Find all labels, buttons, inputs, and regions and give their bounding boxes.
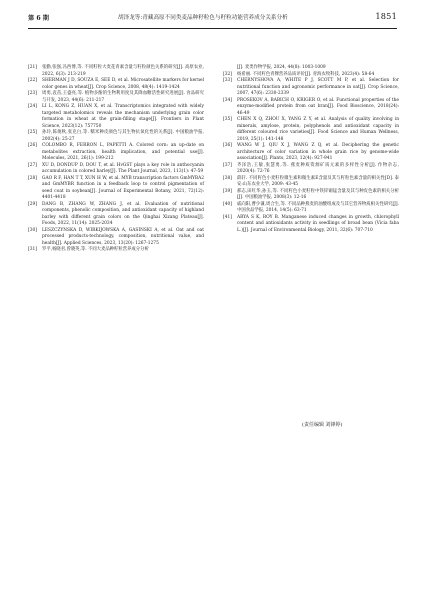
reference-number: [35] — [223, 117, 232, 122]
reference-text: PROSEKOV A, BABICH O, KRIGER O, et al. Functional properties of the enzyme-modified protein from oat bran[J]. Food Bioscience, 2018(24): 46-49 — [237, 97, 399, 116]
reference-entry — [28, 228, 204, 248]
issue-label: 第 6 期 — [28, 15, 49, 22]
reference-number: [39] — [223, 188, 232, 194]
reference-number: [41] — [223, 214, 232, 220]
reference-number: [28] — [28, 175, 37, 181]
reference-text: 杨希丽. 不同籽色青稞营养品质评价[J]. 青海农牧科技, 2023(4): 58-64 — [237, 71, 375, 77]
reference-text: 张勤,张强,冯西博,等. 不同籽粒大麦花青素含量与籽粒颜色关系的研究[J]. 高原农业, 2022, 6(3): 213-219 — [42, 65, 204, 77]
reference-text: XU D, DONDUP D, DOU T, et al. HvGST plays a key role in anthocyanin accumulation in colored barley[J]. The Plant Journal, 2023, 113(1): 47-59 — [42, 162, 204, 174]
reference-number: [27] — [28, 162, 37, 168]
reference-text: GAO R F, HAN T T, XUN H W, et al. MYB transcription factors GmMYBA2 and GmMYBR function in a feedback loop to control pigmentation of seed coat in soybean[J]. Journal of Experimental Botany, 2021, 72(12): 4401-4418 — [42, 175, 204, 200]
reference-number: [33] — [223, 78, 232, 83]
reference-entry — [28, 130, 204, 143]
reference-text: 郝志,田红华,孙玉,等. 不同籽色小麦籽粒中铁锌铜锰含量及其与种皮色素的相关分析[J]. 中国粮油学报, 2008(3): 12-16 — [237, 188, 399, 200]
reference-number: [30] — [28, 227, 37, 233]
running-header — [28, 12, 397, 28]
reference-entry — [28, 202, 204, 228]
reference-number: [32] — [223, 71, 232, 77]
reference-text: COLOMBO R, FERRON L, PAPETTI A. Colored corn: an up-date on metabolites extraction, health implication, and potential use[J]. Molecules, 2021, 26(1): 199-212 — [42, 143, 204, 161]
reference-text: CHERNYSHOVA A, WHITE P J, SCOTT M P, et al. Selection for nutritional function and agronomic performance in oat[J]. Crop Science, 2007, 47(6): 2330-2339 — [237, 78, 399, 96]
reference-text: 孙玲,陈俊秋,张克白,等. 糯米种皮颜色与其生物抗氧化性的关系[J]. 中国粮油学报, 2002(4): 25-27 — [42, 130, 204, 142]
reference-entry — [28, 78, 204, 91]
reference-entry — [28, 247, 204, 254]
header-rule — [28, 28, 397, 29]
reference-entry — [223, 143, 399, 163]
reference-entry — [28, 176, 204, 202]
reference-number: [38] — [223, 175, 232, 181]
reference-text: ARYA S K, ROY B. Manganese induced changes in growth, chlorophyll content and antioxidants activity in seedlings of broad bean (Vicia faba L.)[J]. Journal of Environmental Biology, 2011, 32(6): 707-710 — [237, 214, 399, 233]
reference-number: [24] — [28, 104, 37, 109]
reference-text: WANG W J, QIU X J, WANG Z Q, et al. Deciphering the genetic architecture of color variation in whole grain rice by genome-wide association[J]. Plants, 2023, 12(4): 927-941 — [237, 143, 399, 161]
reference-number: [25] — [28, 130, 37, 135]
reference-text: LI L, KONG Z, HUAN X, et al. Transcriptomics integrated with widely targeted metabolomics reveals the mechanism underlying grain color formation in wheat at the grain-filling stage[J]. Frontiers in Plant Science, 2023(12): 757750 — [42, 104, 204, 129]
reference-text: DANG B, ZHANG W, ZHANG J, et al. Evaluation of nutritional components, phenolic composition, and antioxidant capacity of highland barley with different grain colors on the Qinghai Xizang Plateau[J]. Foods, 2022, 11(14): 2025-2034 — [42, 201, 204, 226]
reference-text: 薛轩. 不同籽色小麦籽粒微生素和微生素E含量及其与籽粒色素含量的相关性[D]. 泰安:山东农业大学, 2009: 43-45 — [237, 175, 399, 187]
reference-entry — [223, 117, 399, 143]
reference-entry — [223, 78, 399, 98]
reference-entry — [223, 202, 399, 215]
reference-number: [21] — [28, 65, 37, 70]
reference-entry — [223, 98, 399, 118]
reference-number: [36] — [223, 143, 232, 148]
reference-number: [31] — [28, 247, 37, 252]
page-number: 1851 — [375, 11, 397, 21]
reference-entry — [28, 163, 204, 176]
reference-text: 齐泽浩,王敏,张慧勇,等. 燕麦种质资源矿质元素的多样性分析[J]. 作物杂志, 2020(4): 72-76 — [237, 162, 399, 174]
reference-entry — [223, 163, 399, 176]
reference-number: [40] — [223, 201, 232, 207]
reference-entry — [28, 143, 204, 163]
reference-text: 罗平,杨晓君,曾晓英,等. 不同大麦品种籽粒营养成分分析 — [42, 247, 149, 252]
reference-text: SHERMAN J D, SOUZA E, SEE D, et al. Microsatellite markers for kernel color genes in wheat[J]. Crop Science, 2008, 48(4): 1419-1424 — [42, 78, 204, 90]
reference-entry — [223, 189, 399, 202]
reference-text: 戚向阳,曹少谦,周合生,等. 不同品种燕麦的油酸组成及与其它营养物质相关性研究[J]. 中国食品学报, 2014, 14(5): 63-71 — [237, 201, 399, 213]
reference-number: [23] — [28, 91, 37, 96]
editor-note: (责任编辑 刘锋婷) — [302, 422, 343, 428]
reference-number: [34] — [223, 97, 232, 103]
reference-number: [22] — [28, 78, 37, 83]
reference-text: 周勇,袁苗,王盛亮,等. 植物多酚的生物利用度及其降血糖活性研究进展[J]. 食品研究与开发, 2023, 44(6): 211-217 — [42, 91, 204, 103]
reference-number: [29] — [28, 201, 37, 207]
reference-entry — [28, 104, 204, 130]
reference-entry — [223, 176, 399, 189]
reference-entry — [28, 91, 204, 104]
reference-number: [26] — [28, 143, 37, 148]
reference-text: [J]. 麦类作物学报, 2024, 44(8): 1003-1009 — [237, 65, 326, 70]
reference-column-right — [223, 65, 399, 234]
reference-number: [37] — [223, 162, 232, 168]
reference-text: LESZCZYNSKA D, WIRKIJOWSKA A, GASINSKI A, et al. Oat and oat processed products-technology, composition, nutritional value, and health[J]. Applied Sciences, 2023, 13(20): 1267-1275 — [42, 227, 204, 246]
reference-entry — [28, 65, 204, 78]
running-title: 胡泽龙等:青藏高原不同类麦品种籽粒色与籽粒功能营养成分关系分析 — [118, 15, 288, 21]
reference-text: CHEN X Q, ZHOU X, YANG Z Y, et al. Analysis of quality involving in minerals, amylose, protein, polyphenols and antioxidant capacity in different coloured rice varieties[J]. Food Science and Human Wellness, 2019, 25(1): 141-148 — [237, 117, 399, 142]
reference-entry — [223, 215, 399, 235]
reference-column-left — [28, 65, 204, 254]
